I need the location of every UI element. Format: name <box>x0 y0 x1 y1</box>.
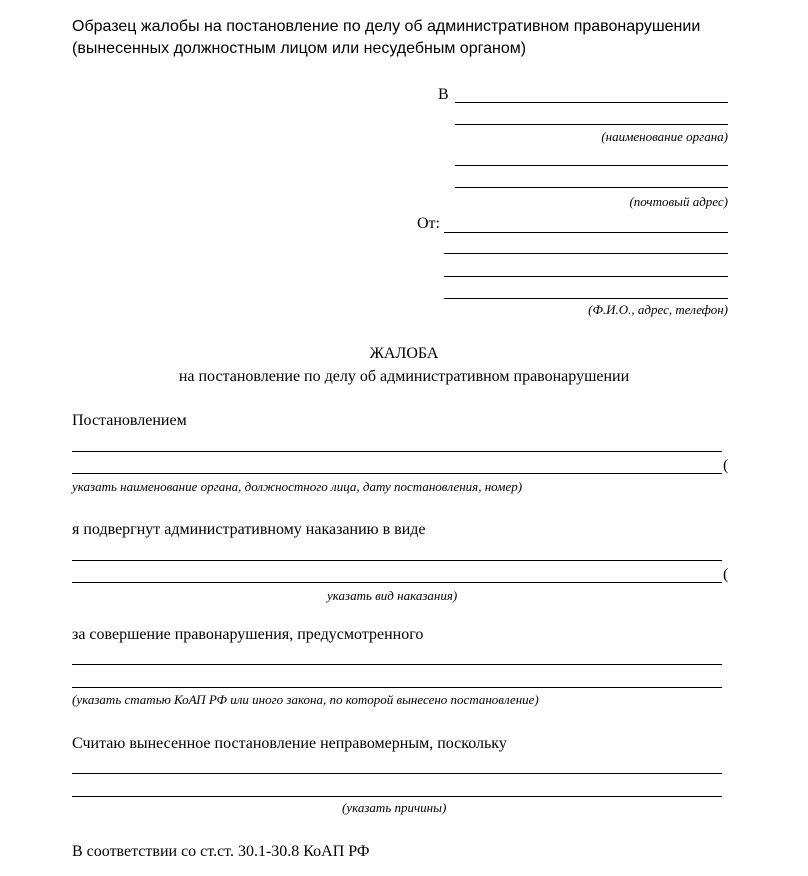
org-name-line-1 <box>455 102 728 103</box>
sender-line-3 <box>444 276 728 277</box>
sender-line-4 <box>444 298 728 299</box>
offense-intro: за совершение правонарушения, предусмотренного <box>72 626 424 643</box>
reason-intro: Считаю вынесенное постановление неправомерным, поскольку <box>72 735 507 752</box>
complaint-title: ЖАЛОБА <box>369 345 439 362</box>
offense-line-1 <box>72 664 722 665</box>
penalty-intro: я подвергнут административному наказанию в виде <box>72 521 426 538</box>
penalty-line-1 <box>72 560 722 561</box>
from-label: От: <box>417 215 440 232</box>
org-name-hint: (наименование органа) <box>601 129 728 144</box>
resolution-line-2 <box>72 473 722 474</box>
sender-line-1 <box>444 232 728 233</box>
penalty-paren: ( <box>723 566 729 583</box>
resolution-intro: Постановлением <box>72 412 187 429</box>
offense-line-2 <box>72 687 722 688</box>
sender-line-2 <box>444 253 728 254</box>
postal-address-line-2 <box>455 187 728 188</box>
sample-subtitle: (вынесенных должностным лицом или несудебным органом) <box>72 40 527 57</box>
penalty-hint: указать вид наказания) <box>327 588 458 603</box>
reason-line-2 <box>72 796 722 797</box>
reason-hint: (указать причины) <box>342 800 447 815</box>
org-name-line-2 <box>455 124 728 125</box>
offense-hint: (указать статью КоАП РФ или иного закона, по которой вынесено постановление) <box>72 692 539 707</box>
postal-address-hint: (почтовый адрес) <box>629 194 728 209</box>
resolution-paren: ( <box>723 457 729 474</box>
to-label: В <box>438 86 449 103</box>
reason-line-1 <box>72 773 722 774</box>
resolution-line-1 <box>72 451 722 452</box>
resolution-hint: указать наименование органа, должностного лица, дату постановления, номер) <box>72 479 523 494</box>
penalty-line-2 <box>72 582 722 583</box>
sample-title: Образец жалобы на постановление по делу об административном правонарушении <box>72 18 701 35</box>
legal-basis-text: В соответствии со ст.ст. 30.1-30.8 КоАП РФ <box>72 843 370 860</box>
complaint-subtitle: на постановление по делу об административном правонарушении <box>178 368 630 385</box>
postal-address-line-1 <box>455 165 728 166</box>
sender-hint: (Ф.И.О., адрес, телефон) <box>588 302 728 317</box>
